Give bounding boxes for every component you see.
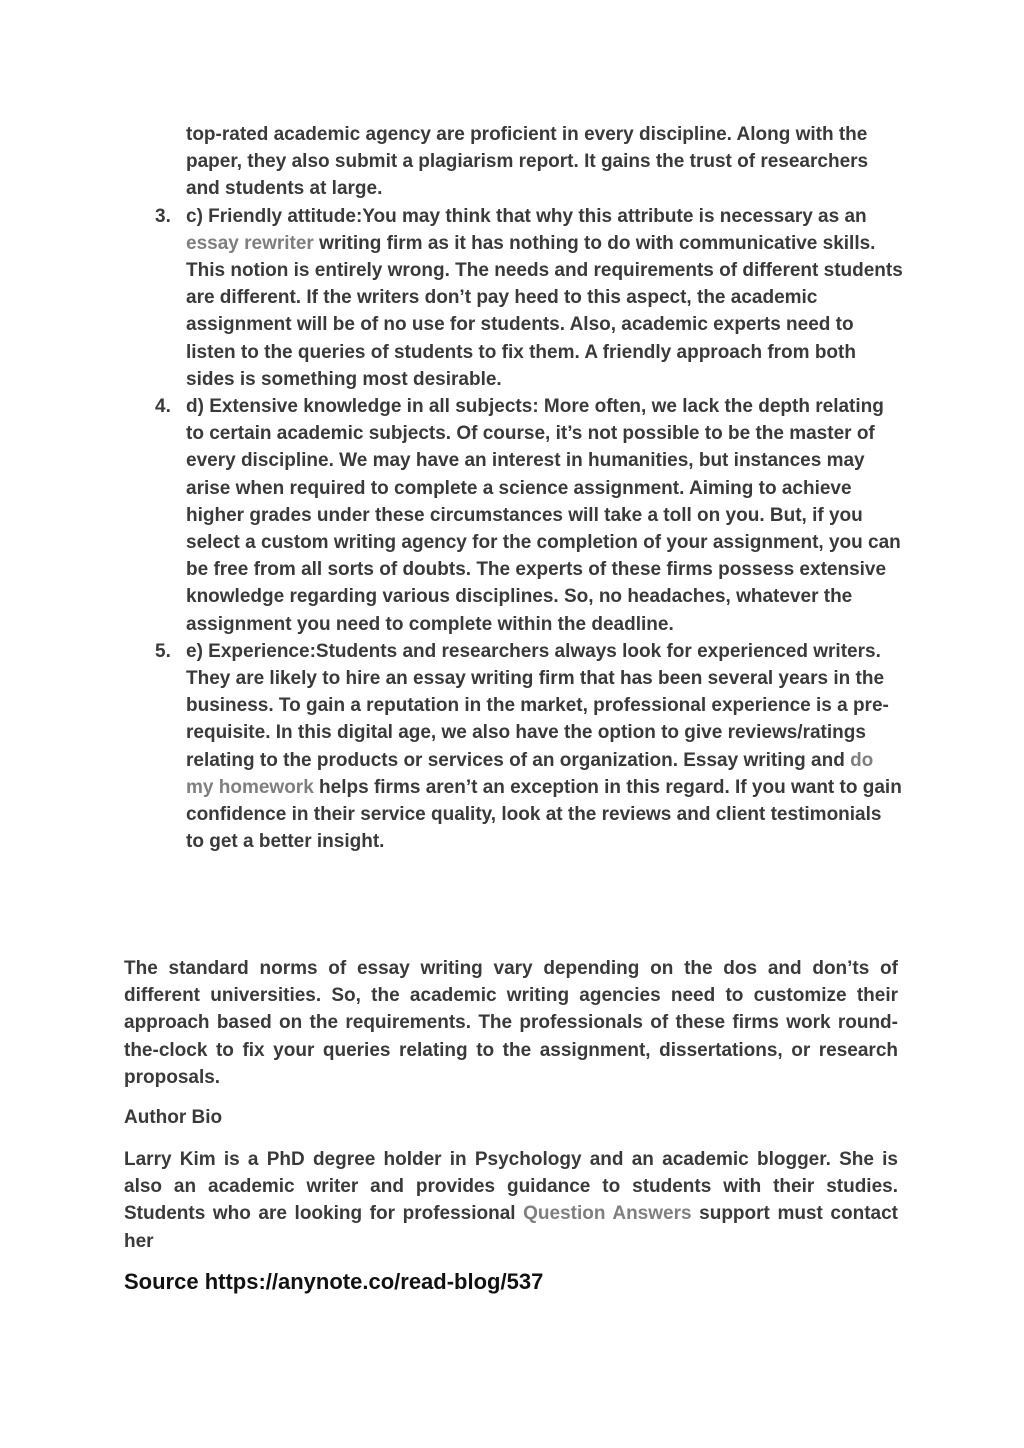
numbered-list [124,121,904,855]
list-item-4 [124,393,904,638]
author-bio-heading: Author Bio [124,1107,223,1128]
list-number: 4. [155,396,171,418]
text-segment: c) Friendly attitude:You may think that why this attribute is necessary as an [186,205,867,227]
list-number: 5. [155,640,171,662]
list-item-3 [124,203,904,393]
question-answers-link[interactable]: Question Answers [523,1203,692,1225]
list-item-text: d) Extensive knowledge in all subjects: More often, we lack the depth relating to certain academic subjects. Of course, it’s not possible to be the master of every discipline. We may have an interest in humanities, but instances may arise when required to complete a science assignment. Aiming to achieve higher grades under these circumstances will take a toll on you. But, if you select a custom writing agency for the completion of your assignment, you can be free from all sorts of doubts. The experts of these firms possess extensive knowledge regarding various disciplines. So, no headaches, whatever the assignment you need to complete within the deadline. [186,396,901,635]
text-segment: helps firms aren’t an exception in this regard. If you want to gain confidence in their service quality, look at the reviews and client testimonials to get a better insight. [186,776,902,853]
list-item-5 [124,638,904,856]
list-item-continuation: top-rated academic agency are proficient in every discipline. Along with the paper, they also submit a plagiarism report. It gains the trust of researchers and students at large. [186,124,869,200]
source-line: Source https://anynote.co/read-blog/537 [124,1269,544,1294]
list-item-text [186,638,904,856]
list-item-text [186,203,904,393]
text-segment: writing firm as it has nothing to do with communicative skills. This notion is entirely wrong. The needs and requirements of different students are different. If the writers don’t pay heed to this aspect, the academic assignment will be of no use for students. Also, academic experts need to listen to the queries of students to fix them. A friendly approach from both sides is something most desirable. [186,232,903,390]
text-segment: e) Experience:Students and researchers always look for experienced writers. They are likely to hire an essay writing firm that has been several years in the business. To gain a reputation in the market, professional experience is a pre-requisite. In this digital age, we also have the option to give reviews/ratings relating to the products or services of an organization. Essay writing and [186,640,889,771]
author-bio-paragraph [124,1146,898,1255]
list-number: 3. [155,205,171,227]
conclusion-paragraph: The standard norms of essay writing vary depending on the dos and don’ts of different universities. So, the academic writing agencies need to customize their approach based on the requirements. The professionals of these firms work round-the-clock to fix your queries relating to the assignment, dissertations, or research proposals. [124,958,898,1088]
text-segment: Larry Kim is a PhD degree holder in Psychology and an academic blogger. She is also an academic writer and provides guidance to students with their studies. Students who are looking for professional [124,1149,898,1225]
do-my-homework-link[interactable]: do my homework [186,749,874,798]
essay-rewriter-link[interactable]: essay rewriter [186,232,314,254]
text-segment: support must contact her [124,1203,898,1252]
